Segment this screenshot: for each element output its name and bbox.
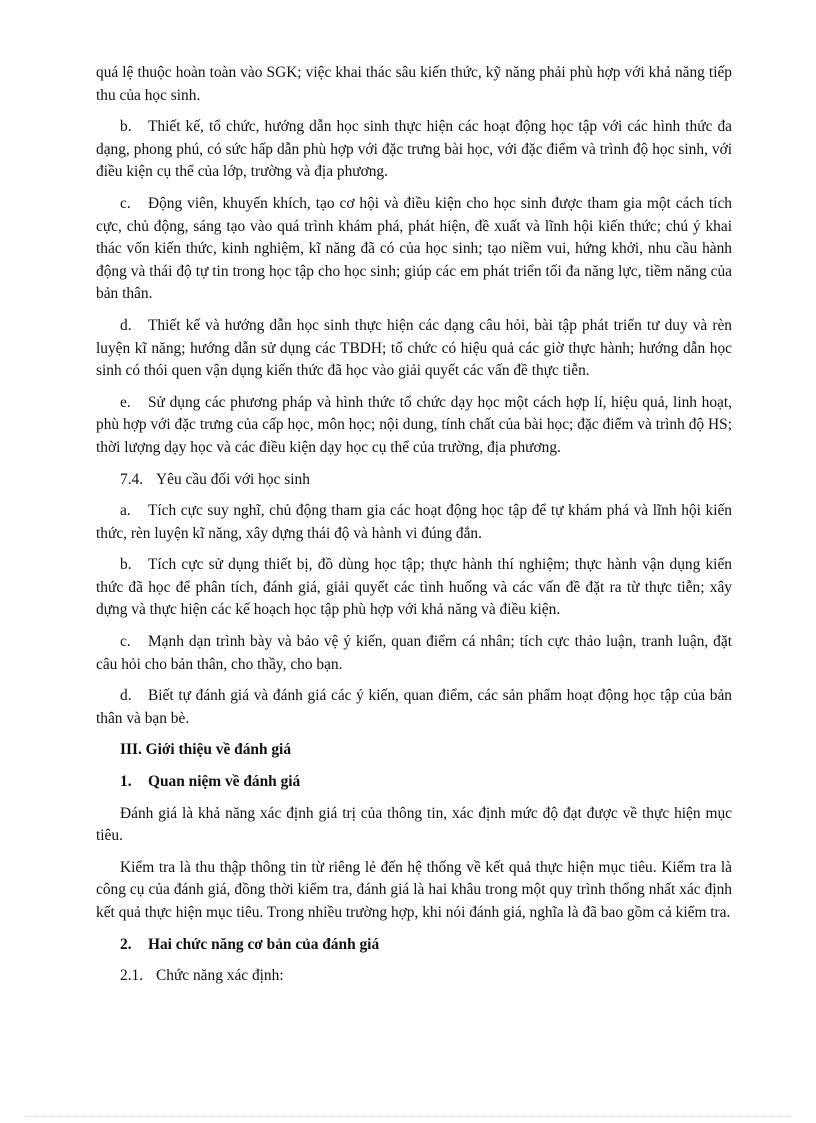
paragraph-text: Biết tự đánh giá và đánh giá các ý kiến, quan điểm, các sản phẩm hoạt động học tập của bản thân và bạn bè.: [96, 687, 732, 727]
subsection-heading: [96, 965, 732, 988]
body-paragraph: [96, 554, 732, 622]
body-paragraph: [96, 62, 732, 107]
body-paragraph: [96, 392, 732, 460]
list-marker: e.: [120, 393, 131, 411]
paragraph-text: Đánh giá là khả năng xác định giá trị của thông tin, xác định mức độ đạt được về thực hiện mục tiêu.: [96, 804, 732, 845]
list-marker: d.: [120, 687, 132, 705]
body-paragraph: [96, 685, 732, 730]
list-marker: 1.: [120, 773, 132, 791]
paragraph-text: Kiểm tra là thu thập thông tin từ riêng lẻ đến hệ thống về kết quả thực hiện mục tiêu. Kiểm tra là công cụ của đánh giá, đồng thời kiểm tra, đánh giá là hai khâu trong một quy trình thống nhất xác định kết quả thực hiện mục tiêu. Trong nhiều trường hợp, khi nói đánh giá, nghĩa là đã bao gồm cả kiểm tra.: [96, 858, 732, 921]
list-marker: a.: [120, 502, 131, 520]
subsection-heading: [96, 469, 732, 492]
paragraph-text: Mạnh dạn trình bày và bảo vệ ý kiến, quan điểm cá nhân; tích cực thảo luận, tranh luận, đặt câu hỏi cho bản thân, cho thầy, cho bạn.: [96, 633, 732, 673]
section-heading: [96, 739, 732, 762]
section-heading: [96, 771, 732, 794]
paragraph-text: Thiết kế, tổ chức, hướng dẫn học sinh thực hiện các hoạt động học tập với các hình thức đa dạng, phong phú, có sức hấp dẫn phù hợp với đặc trưng bài học, với đặc điểm và trình độ học sinh, với điều kiện cụ thể của lớp, trường và địa phương.: [96, 118, 732, 181]
list-marker: c.: [120, 194, 131, 212]
paragraph-text: Thiết kế và hướng dẫn học sinh thực hiện các dạng câu hỏi, bài tập phát triển tư duy và rèn luyện kĩ năng; hướng dẫn sử dụng các TBDH; tổ chức có hiệu quả các giờ thực hành; hướng dẫn học sinh có thói quen vận dụng kiến thức đã học vào giải quyết các vấn đề thực tiễn.: [96, 316, 732, 380]
paragraph-text: Sử dụng các phương pháp và hình thức tổ chức dạy học một cách hợp lí, hiệu quả, linh hoạt, phù hợp với đặc trưng của cấp học, môn học; nội dung, tính chất của bài học; đặc điểm và trình độ HS; thời lượng dạy học và các điều kiện dạy học cụ thể của trường, địa phương.: [96, 393, 732, 456]
list-marker: 7.4.: [120, 470, 144, 488]
document-page: [96, 62, 732, 997]
paragraph-text: Hai chức năng cơ bản của đánh giá: [148, 935, 380, 953]
body-paragraph: [96, 631, 732, 676]
list-marker: b.: [120, 118, 132, 136]
body-paragraph: [96, 857, 732, 925]
paragraph-text: Quan niệm về đánh giá: [148, 773, 301, 791]
paragraph-text: Tích cực suy nghĩ, chủ động tham gia các hoạt động học tập để tự khám phá và lĩnh hội kiến thức, rèn luyện kĩ năng, xây dựng thái độ và hành vi đúng đắn.: [96, 502, 732, 542]
paragraph-text: Chức năng xác định:: [156, 967, 284, 985]
paragraph-text: Động viên, khuyến khích, tạo cơ hội và điều kiện cho học sinh được tham gia một cách tích cực, chủ động, sáng tạo vào quá trình khám phá, phát hiện, đề xuất và lĩnh hội kiến thức; chú ý khai thác vốn kiến thức, kinh nghiệm, kĩ năng đã có của học sinh; tạo niềm vui, hứng khởi, nhu cầu hành động và thái độ tự tin trong học tập cho học sinh; giúp các em phát triển tối đa năng lực, tiềm năng của bản thân.: [96, 194, 732, 303]
paragraph-text: Tích cực sử dụng thiết bị, đồ dùng học tập; thực hành thí nghiệm; thực hành vận dụng kiến thức đã học để phân tích, đánh giá, giải quyết các tình huống và các vấn đề đặt ra từ thực tiễn; xây dựng và thực hiện các kế hoạch học tập phù hợp với khả năng và điều kiện.: [96, 556, 732, 619]
body-paragraph: [96, 116, 732, 184]
body-paragraph: [96, 315, 732, 383]
list-marker: c.: [120, 633, 131, 651]
paragraph-text: Yêu cầu đối với học sinh: [156, 470, 310, 488]
list-marker: 2.1.: [120, 967, 144, 985]
list-marker: d.: [120, 316, 132, 334]
list-marker: 2.: [120, 935, 132, 953]
page-bottom-divider: [24, 1116, 792, 1117]
list-marker: b.: [120, 556, 132, 574]
paragraph-text: III. Giới thiệu về đánh giá: [120, 741, 292, 759]
body-paragraph: [96, 500, 732, 545]
paragraph-text: quá lệ thuộc hoàn toàn vào SGK; việc khai thác sâu kiến thức, kỹ năng phải phù hợp với khả năng tiếp thu của học sinh.: [96, 64, 732, 104]
section-heading: [96, 934, 732, 957]
body-paragraph: [96, 803, 732, 848]
body-paragraph: [96, 193, 732, 306]
